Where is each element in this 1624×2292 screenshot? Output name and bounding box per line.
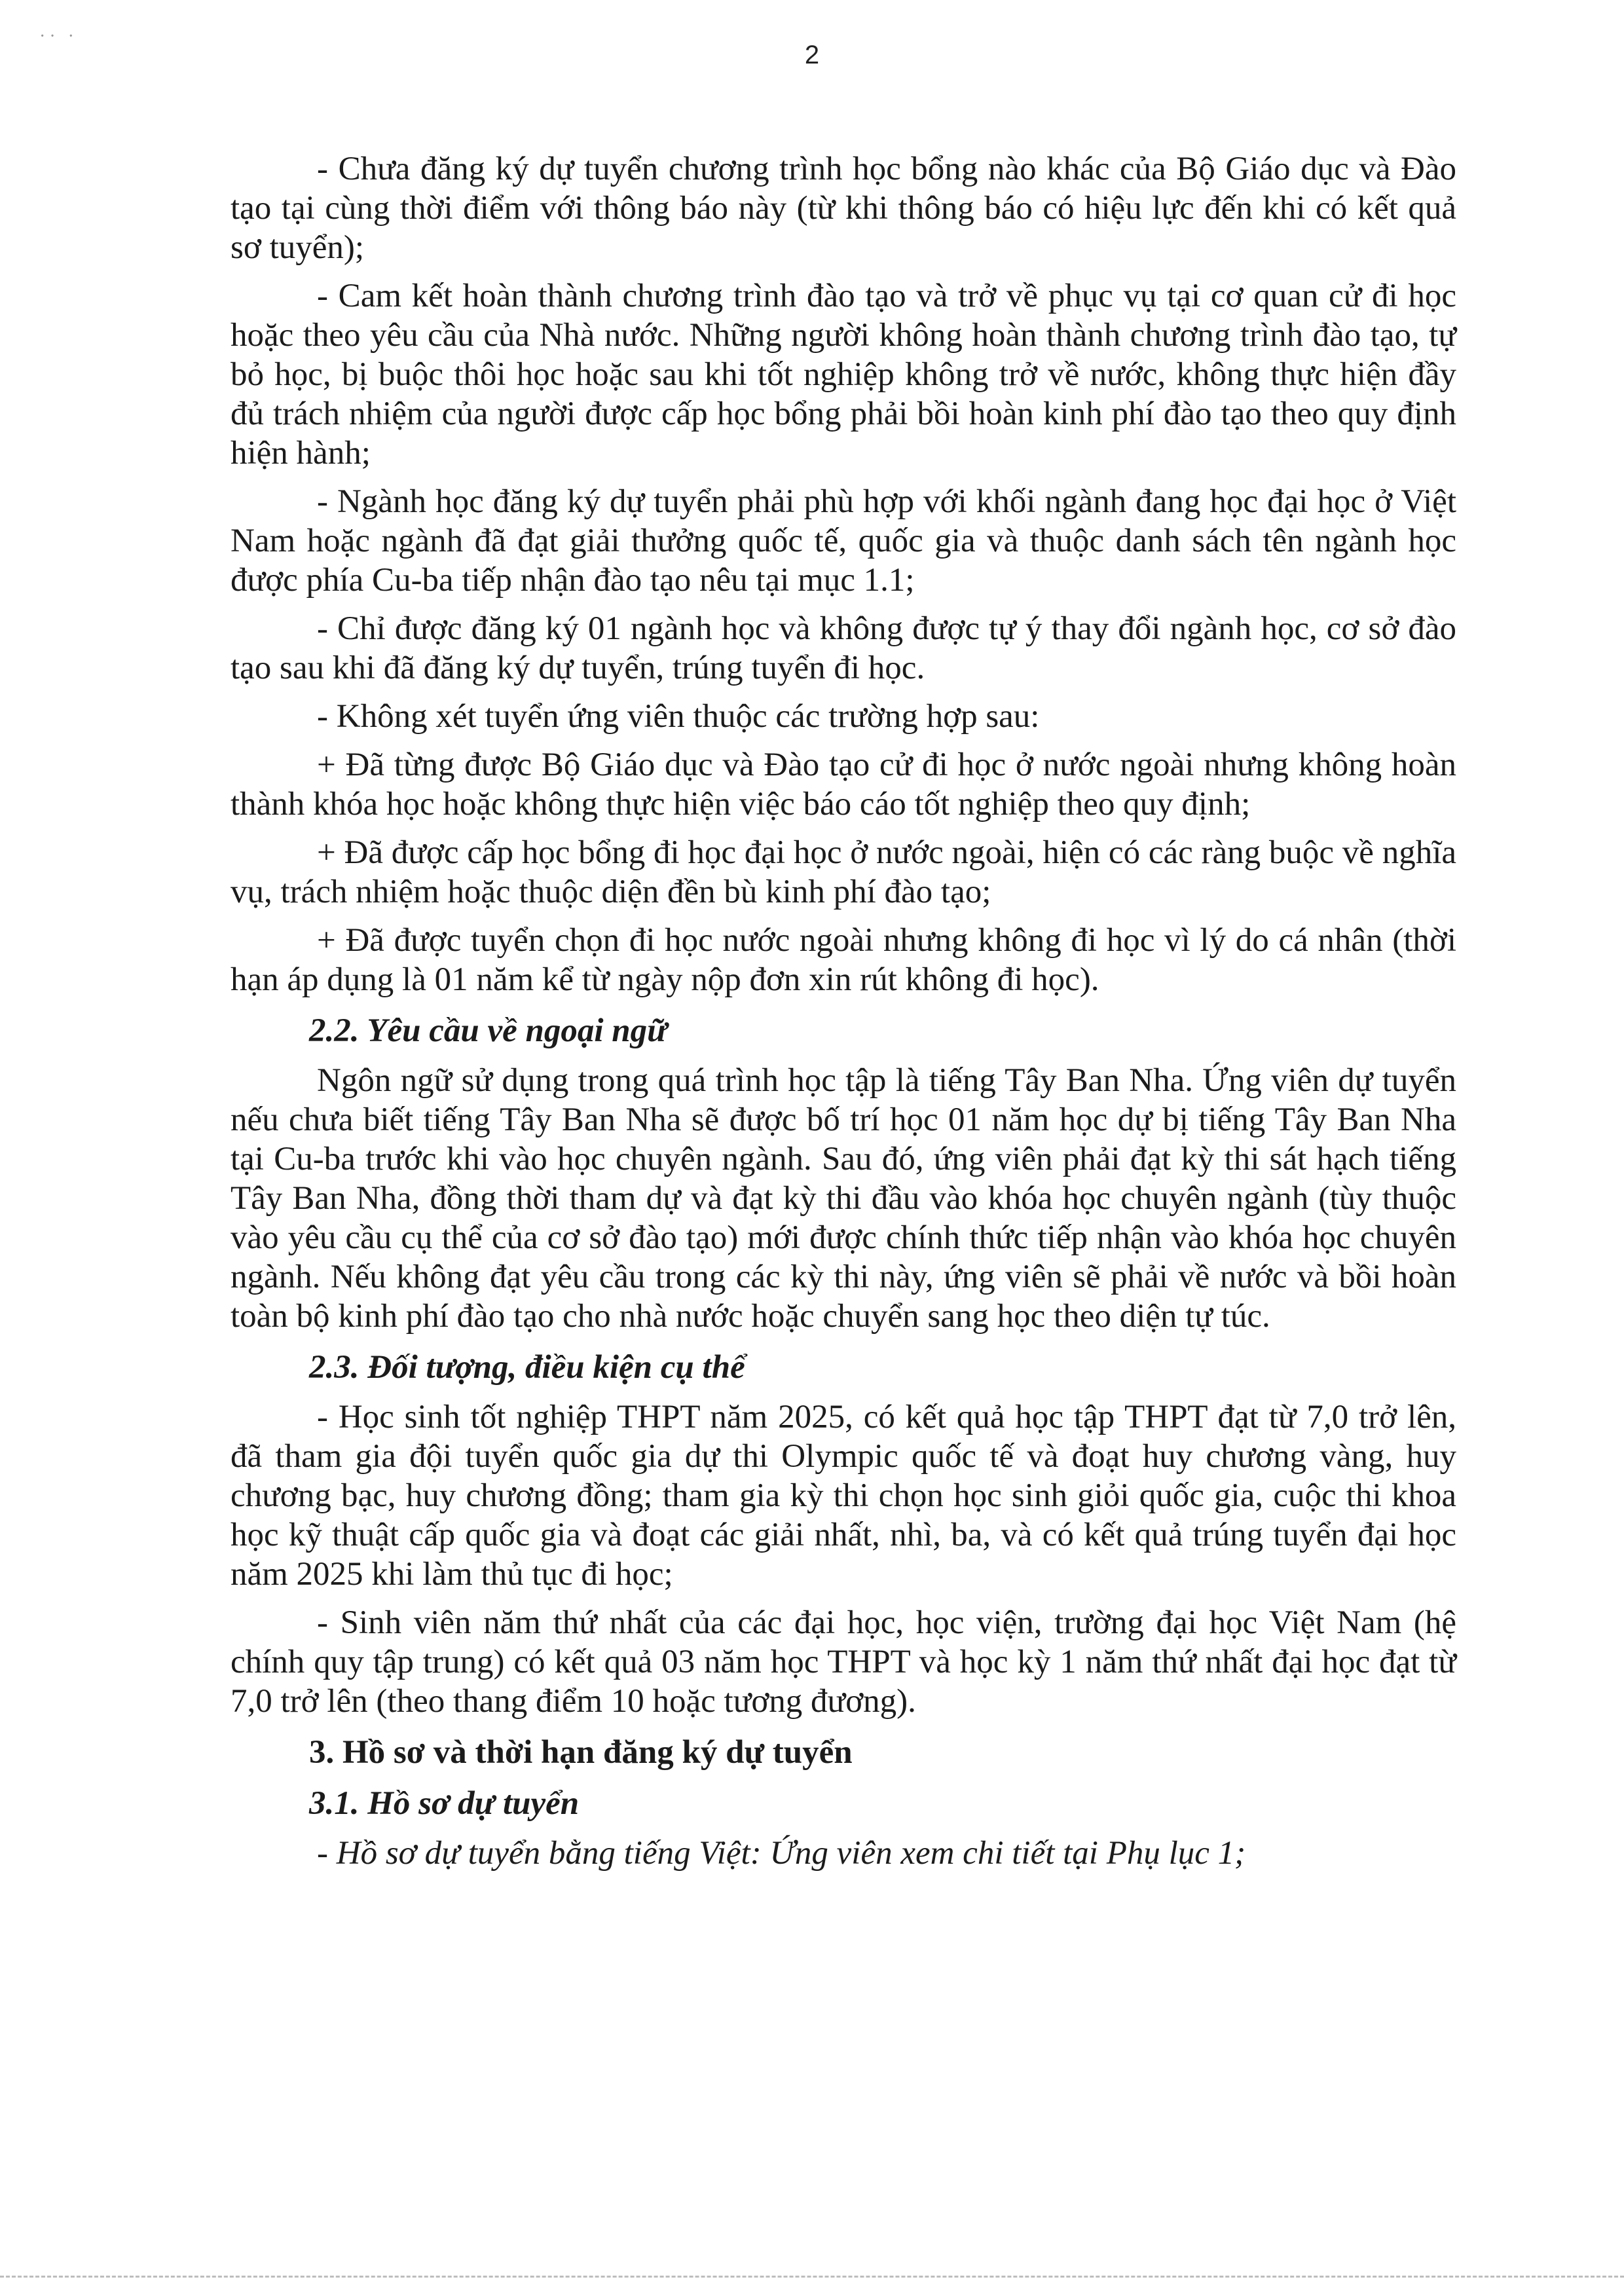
paragraph-field-of-study: - Ngành học đăng ký dự tuyển phải phù hợp với khối ngành đang học đại học ở Việt Nam hoặc ngành đã đạt giải thưởng quốc tế, quốc gia và thuộc danh sách tên ngành học được phía Cu-ba tiếp nhận đào tạo nêu tại mục 1.1; [231, 483, 1456, 599]
document-body [231, 149, 1456, 1882]
section-heading-3-1: 3.1. Hồ sơ dự tuyển [309, 1785, 580, 1822]
section-heading-2-2: 2.2. Yêu cầu về ngoại ngữ [309, 1012, 667, 1049]
scan-mark: ·· · [39, 26, 78, 46]
paragraph-first-year-students: - Sinh viên năm thứ nhất của các đại học, học viện, trường đại học Việt Nam (hệ chính quy tập trung) có kết quả 03 năm học THPT và học kỳ 1 năm thứ nhất đại học đạt từ 7,0 trở lên (theo thang điểm 10 hoặc tương đương). [231, 1604, 1456, 1720]
paragraph-exclusion-1: + Đã từng được Bộ Giáo dục và Đào tạo cử đi học ở nước ngoài nhưng không hoàn thành khóa học hoặc không thực hiện việc báo cáo tốt nghiệp theo quy định; [231, 747, 1456, 823]
paragraph-exclusion-2: + Đã được cấp học bổng đi học đại học ở nước ngoài, hiện có các ràng buộc về nghĩa vụ, trách nhiệm hoặc thuộc diện đền bù kinh phí đào tạo; [231, 834, 1456, 910]
paragraph-high-school-graduates: - Học sinh tốt nghiệp THPT năm 2025, có kết quả học tập THPT đạt từ 7,0 trở lên, đã tham gia đội tuyển quốc gia dự thi Olympic quốc tế và đoạt huy chương vàng, huy chương bạc, huy chương đồng; tham gia kỳ thi chọn học sinh giỏi quốc gia, cuộc thi khoa học kỹ thuật cấp quốc gia và đoạt các giải nhất, nhì, ba, và có kết quả trúng tuyển đại học năm 2025 khi làm thủ tục đi học; [231, 1399, 1456, 1593]
paragraph-commitment: - Cam kết hoàn thành chương trình đào tạo và trở về phục vụ tại cơ quan cử đi học hoặc theo yêu cầu của Nhà nước. Những người không hoàn thành chương trình đào tạo, tự bỏ học, bị buộc thôi học hoặc sau khi tốt nghiệp không trở về nước, không thực hiện đầy đủ trách nhiệm của người được cấp học bổng phải bồi hoàn kinh phí đào tạo theo quy định hiện hành; [231, 278, 1456, 471]
paragraph-scholarship-registration: - Chưa đăng ký dự tuyển chương trình học bổng nào khác của Bộ Giáo dục và Đào tạo tại cùng thời điểm với thông báo này (từ khi thông báo có hiệu lực đến khi có kết quả sơ tuyển); [231, 151, 1456, 266]
paragraph-language-requirement: Ngôn ngữ sử dụng trong quá trình học tập là tiếng Tây Ban Nha. Ứng viên dự tuyển nếu chưa biết tiếng Tây Ban Nha sẽ được bố trí học 01 năm học dự bị tiếng Tây Ban Nha tại Cu-ba trước khi vào học chuyên ngành. Sau đó, ứng viên phải đạt kỳ thi sát hạch tiếng Tây Ban Nha, đồng thời tham dự và đạt kỳ thi đầu vào khóa học chuyên ngành (tùy thuộc vào yêu cầu cụ thể của cơ sở đào tạo) mới được chính thức tiếp nhận vào khóa học chuyên ngành. Nếu không đạt yêu cầu trong các kỳ thi này, ứng viên sẽ phải về nước và bồi hoàn toàn bộ kinh phí đào tạo cho nhà nước hoặc chuyển sang học theo diện tự túc. [231, 1062, 1456, 1335]
bottom-scan-edge [0, 2276, 1624, 2278]
page-number: 2 [804, 41, 820, 69]
paragraph-exclusions-intro: - Không xét tuyển ứng viên thuộc các trường hợp sau: [317, 698, 1040, 735]
paragraph-application-documents: - Hồ sơ dự tuyển bằng tiếng Việt: Ứng viên xem chi tiết tại Phụ lục 1; [317, 1835, 1246, 1872]
section-heading-3: 3. Hồ sơ và thời hạn đăng ký dự tuyển [309, 1734, 853, 1771]
paragraph-single-field: - Chỉ được đăng ký 01 ngành học và không được tự ý thay đổi ngành học, cơ sở đào tạo sau khi đã đăng ký dự tuyển, trúng tuyển đi học. [231, 610, 1456, 686]
section-heading-2-3: 2.3. Đối tượng, điều kiện cụ thể [309, 1349, 745, 1386]
paragraph-exclusion-3: + Đã được tuyển chọn đi học nước ngoài nhưng không đi học vì lý do cá nhân (thời hạn áp dụng là 01 năm kể từ ngày nộp đơn xin rút không đi học). [231, 922, 1456, 998]
